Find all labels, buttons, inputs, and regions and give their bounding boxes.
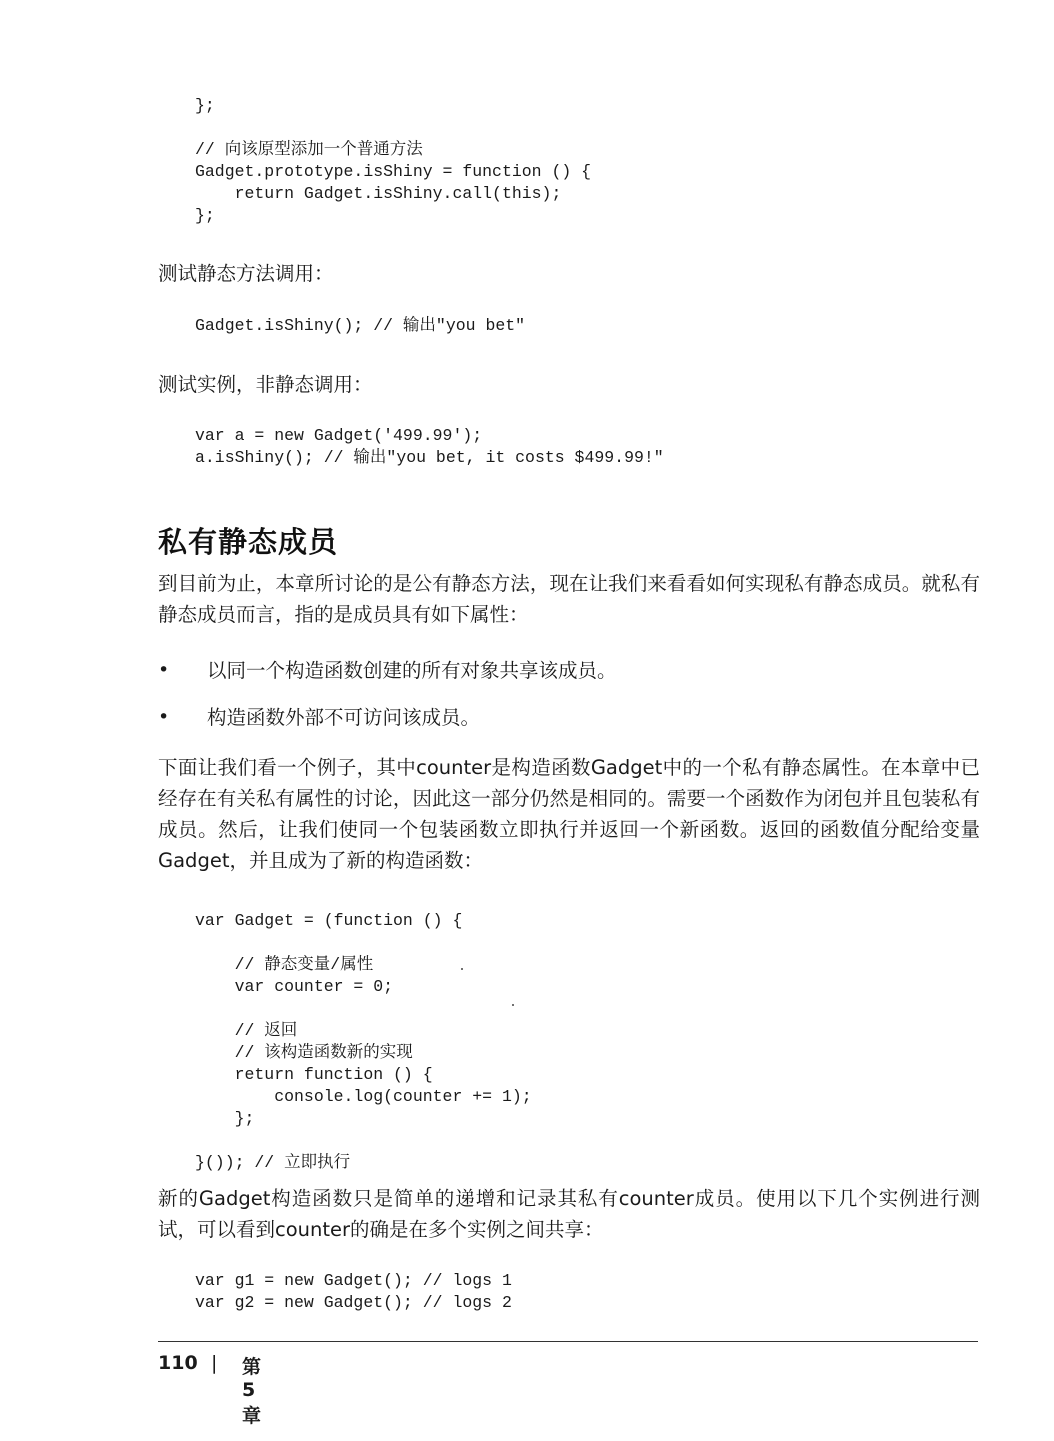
- code-block-instances: var g1 = new Gadget(); // logs 1 var g2 = new Gadget(); // logs 2: [195, 1271, 512, 1312]
- bullet-item: [158, 655, 980, 702]
- paragraph-example: 下面让我们看一个例子，其中counter是构造函数Gadget中的一个私有静态属性。在本章中已经存在有关私有属性的讨论，因此这一部分仍然是相同的。需要一个函数作为闭包并且包装私有成员。然后，让我们使同一个包装函数立即执行并返回一个新函数。返回的函数值分配给变量Gadget，并且成为了新的构造函数：: [158, 756, 980, 872]
- bullet-icon: •: [158, 706, 170, 728]
- footer-rule: [158, 1341, 978, 1342]
- paragraph-intro: 到目前为止，本章所讨论的是公有静态方法，现在让我们来看看如何实现私有静态成员。就私有静态成员而言，指的是成员具有如下属性：: [158, 572, 980, 626]
- section-heading: 私有静态成员: [158, 525, 339, 559]
- scan-speck: [461, 968, 463, 970]
- paragraph-test-static: 测试静态方法调用：: [158, 262, 334, 285]
- bullet-icon: •: [158, 659, 170, 681]
- paragraph-test-instance: 测试实例，非静态调用：: [158, 373, 373, 396]
- chapter-label: 第5章: [242, 1356, 262, 1427]
- paragraph-after: 新的Gadget构造函数只是简单的递增和记录其私有counter成员。使用以下几个实例进行测试，可以看到counter的确是在多个实例之间共享：: [158, 1187, 980, 1241]
- code-block-instance-call: var a = new Gadget('499.99'); a.isShiny(); // 输出"you bet, it costs $499.99!": [195, 426, 664, 467]
- bullet-text: 构造函数外部不可访问该成员。: [207, 706, 481, 729]
- scan-speck: [512, 1004, 514, 1006]
- bullet-list: [158, 655, 980, 749]
- code-block-static-call: Gadget.isShiny(); // 输出"you bet": [195, 316, 526, 335]
- code-block-private-static: var Gadget = (function () { // 静态变量/属性 var counter = 0; // 返回 // 该构造函数新的实现 return function () { console.log(counter += 1); }; }()); // 立即执行: [195, 911, 532, 1172]
- footer-separator: |: [211, 1352, 218, 1374]
- page-number: 110: [158, 1352, 198, 1374]
- bullet-text: 以同一个构造函数创建的所有对象共享该成员。: [207, 659, 617, 682]
- bullet-item: [158, 702, 980, 749]
- code-block-prototype-method: }; // 向该原型添加一个普通方法 Gadget.prototype.isShiny = function () { return Gadget.isShiny.call(this); };: [195, 96, 592, 225]
